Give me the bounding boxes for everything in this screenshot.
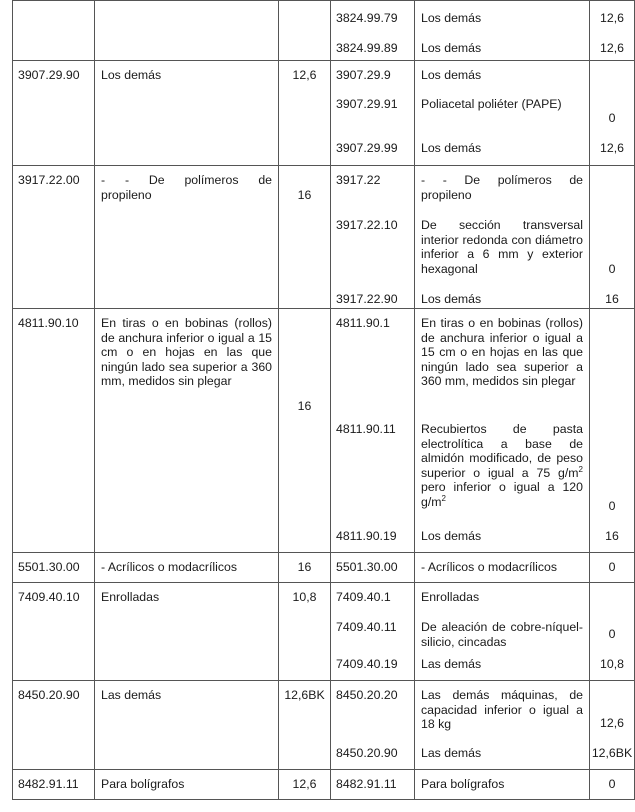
sub-code: 3907.29.91	[336, 97, 398, 111]
table-row	[13, 166, 635, 309]
new-code-cell	[331, 61, 415, 166]
sub-code: 3907.29.9	[336, 68, 391, 82]
table-row	[13, 681, 635, 770]
old-desc-cell: - - De polímeros de propileno	[95, 166, 279, 309]
sub-duty: 0	[608, 627, 616, 641]
old-desc-cell: - Acrílicos o modacrílicos	[95, 553, 279, 583]
sub-code: 7409.40.19	[336, 657, 398, 671]
new-duty-cell	[590, 166, 635, 309]
sub-duty: 12,6	[600, 41, 624, 55]
old-duty-cell: 16	[279, 166, 331, 309]
new-desc-cell	[415, 1, 590, 61]
sub-desc: Las demás máquinas, de capacidad inferior o igual a 18 kg	[421, 688, 583, 731]
old-desc-cell: Para bolígrafos	[95, 770, 279, 800]
old-code-cell: 7409.40.10	[13, 583, 95, 681]
sub-desc: - - De polímeros de propileno	[421, 173, 583, 202]
sub-code: 3824.99.89	[336, 41, 398, 55]
table-row	[13, 583, 635, 681]
new-duty-cell	[590, 1, 635, 61]
new-desc-cell	[415, 61, 590, 166]
old-code-cell: 3917.22.00	[13, 166, 95, 309]
old-duty-cell: 12,6BK	[279, 681, 331, 770]
old-duty-cell: 16	[279, 309, 331, 553]
old-desc-cell: Las demás	[95, 681, 279, 770]
new-desc-cell	[415, 309, 590, 553]
old-code-cell: 8450.20.90	[13, 681, 95, 770]
old-code-cell: 5501.30.00	[13, 553, 95, 583]
new-desc-cell: Para bolígrafos	[415, 770, 590, 800]
sub-code: 4811.90.19	[336, 529, 397, 543]
table-row	[13, 1, 635, 61]
old-code-cell: 4811.90.10	[13, 309, 95, 553]
sub-duty: 0	[608, 262, 616, 276]
table-row	[13, 770, 635, 800]
sub-duty: 10,8	[600, 657, 624, 671]
table-row	[13, 553, 635, 583]
sub-desc: Poliacetal poliéter (PAPE)	[421, 97, 562, 111]
sub-code: 3917.22.10	[336, 218, 398, 232]
sub-desc: En tiras o en bobinas (rollos) de anchura inferior o igual a 15 cm o en hojas en las que ningún lado sea superior a 360 mm, medidos sin plegar	[421, 316, 583, 388]
new-duty-cell: 0	[590, 770, 635, 800]
sub-code: 7409.40.11	[336, 620, 397, 634]
new-desc-cell	[415, 681, 590, 770]
new-code-cell	[331, 583, 415, 681]
new-duty-cell	[590, 583, 635, 681]
new-desc-cell	[415, 166, 590, 309]
new-duty-cell	[590, 309, 635, 553]
sub-desc: Enrolladas	[421, 590, 480, 604]
sub-code: 3917.22	[336, 173, 381, 187]
sub-desc: De sección transversal interior redonda con diámetro inferior a 6 mm y exterior hexagonal	[421, 218, 583, 276]
sub-duty: 16	[605, 292, 619, 306]
new-code-cell: 8482.91.11	[331, 770, 415, 800]
sub-duty: 12,6	[600, 11, 624, 25]
sub-desc: Los demás	[421, 141, 482, 155]
old-desc-cell	[95, 1, 279, 61]
sub-duty: 0	[608, 111, 616, 125]
old-duty-cell: 16	[279, 553, 331, 583]
old-code-cell: 8482.91.11	[13, 770, 95, 800]
sub-code: 3917.22.90	[336, 292, 398, 306]
old-duty-cell: 12,6	[279, 61, 331, 166]
old-duty-cell	[279, 1, 331, 61]
old-code-cell: 3907.29.90	[13, 61, 95, 166]
sub-duty: 0	[608, 499, 616, 513]
tariff-table	[12, 0, 635, 800]
new-duty-cell	[590, 681, 635, 770]
new-desc-cell: - Acrílicos o modacrílicos	[415, 553, 590, 583]
new-desc-cell	[415, 583, 590, 681]
sub-code: 7409.40.1	[336, 590, 391, 604]
new-code-cell	[331, 309, 415, 553]
old-desc-cell: Enrolladas	[95, 583, 279, 681]
old-desc-cell: Los demás	[95, 61, 279, 166]
sub-desc: Los demás	[421, 292, 482, 306]
new-code-cell	[331, 166, 415, 309]
sub-desc: Los demás	[421, 68, 482, 82]
new-duty-cell	[590, 61, 635, 166]
sub-duty: 16	[605, 529, 619, 543]
old-duty-cell: 12,6	[279, 770, 331, 800]
new-duty-cell: 0	[590, 553, 635, 583]
sub-code: 8450.20.90	[336, 746, 398, 760]
sub-code: 3907.29.99	[336, 141, 398, 155]
sub-desc: Recubiertos de pasta electrolítica a base de almidón modificado, de peso superior o igual a 75 $g/m^2$ pero inferior o igual a 120 $g/m^2$	[421, 422, 583, 509]
sub-desc: Los demás	[421, 41, 482, 55]
new-code-cell	[331, 1, 415, 61]
sub-duty: 12,6BK	[591, 746, 633, 760]
sub-desc: Los demás	[421, 529, 482, 543]
sub-code: 4811.90.1	[336, 316, 390, 330]
sub-code: 4811.90.11	[336, 422, 396, 436]
sub-duty: 12,6	[600, 141, 624, 155]
table-row	[13, 309, 635, 553]
sub-desc: Las demás	[421, 746, 482, 760]
sub-desc: De aleación de cobre-níquel-silicio, cincadas	[421, 620, 583, 649]
old-code-cell	[13, 1, 95, 61]
old-duty-cell: 10,8	[279, 583, 331, 681]
old-desc-cell: En tiras o en bobinas (rollos) de anchura inferior o igual a 15 cm o en hojas en las que ningún lado sea superior a 360 mm, medidos sin plegar	[95, 309, 279, 553]
sub-duty: 12,6	[600, 716, 624, 730]
sub-desc: Las demás	[421, 657, 482, 671]
sub-desc: Los demás	[421, 11, 482, 25]
sub-code: 3824.99.79	[336, 11, 398, 25]
sub-code: 8450.20.20	[336, 688, 398, 702]
new-code-cell	[331, 681, 415, 770]
new-code-cell: 5501.30.00	[331, 553, 415, 583]
table-row	[13, 61, 635, 166]
